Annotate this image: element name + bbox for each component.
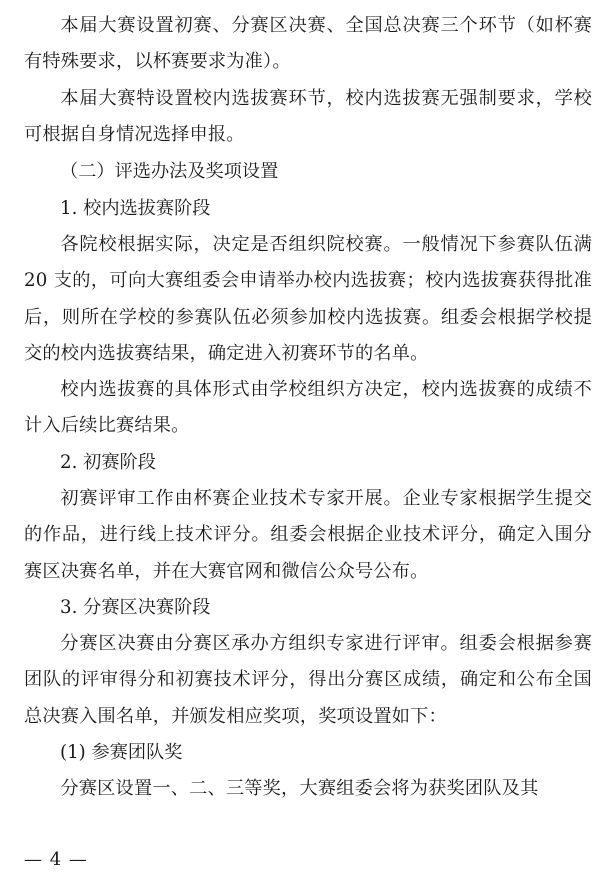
paragraph-competition-stages: 本届大赛设置初赛、分赛区决赛、全国总决赛三个环节（如杯赛有特殊要求，以杯赛要求为准）。 bbox=[24, 15, 592, 73]
paragraph-school-stage-format: 校内选拔赛的具体形式由学校组织方决定，校内选拔赛的成绩不计入后续比赛结果。 bbox=[24, 379, 592, 437]
paragraph-team-award: 分赛区设置一、二、三等奖，大赛组委会将为获奖团队及其 bbox=[60, 778, 539, 799]
subheading-school-stage: 1. 校内选拔赛阶段 bbox=[60, 198, 211, 219]
page-number: — 4 — bbox=[24, 849, 88, 870]
section-heading-evaluation: （二）评选办法及奖项设置 bbox=[60, 161, 279, 182]
subheading-team-award: (1) 参赛团队奖 bbox=[60, 742, 183, 763]
paragraph-school-selection: 本届大赛特设置校内选拔赛环节，校内选拔赛无强制要求，学校可根据自身情况选择申报。 bbox=[24, 88, 592, 146]
paragraph-school-stage-rules: 各院校根据实际，决定是否组织院校赛。一般情况下参赛队伍满 20 支的，可向大赛组委会申请举办校内选拔赛；校内选拔赛获得批准后，则所在学校的参赛队伍必须参加校内选拔赛。组委会根据学校提交的校内选拔赛结果，确定进入初赛环节的名单。 bbox=[24, 234, 592, 365]
subheading-regional-final: 3. 分赛区决赛阶段 bbox=[60, 597, 211, 618]
subheading-preliminary-stage: 2. 初赛阶段 bbox=[60, 452, 156, 473]
paragraph-regional-final-rules: 分赛区决赛由分赛区承办方组织专家进行评审。组委会根据参赛团队的评审得分和初赛技术评分，得出分赛区成绩，确定和公布全国总决赛入围名单，并颁发相应奖项，奖项设置如下： bbox=[24, 633, 592, 727]
paragraph-preliminary-rules: 初赛评审工作由杯赛企业技术专家开展。企业专家根据学生提交的作品，进行线上技术评分。组委会根据企业技术评分，确定入围分赛区决赛名单，并在大赛官网和微信公众号公布。 bbox=[24, 488, 592, 582]
